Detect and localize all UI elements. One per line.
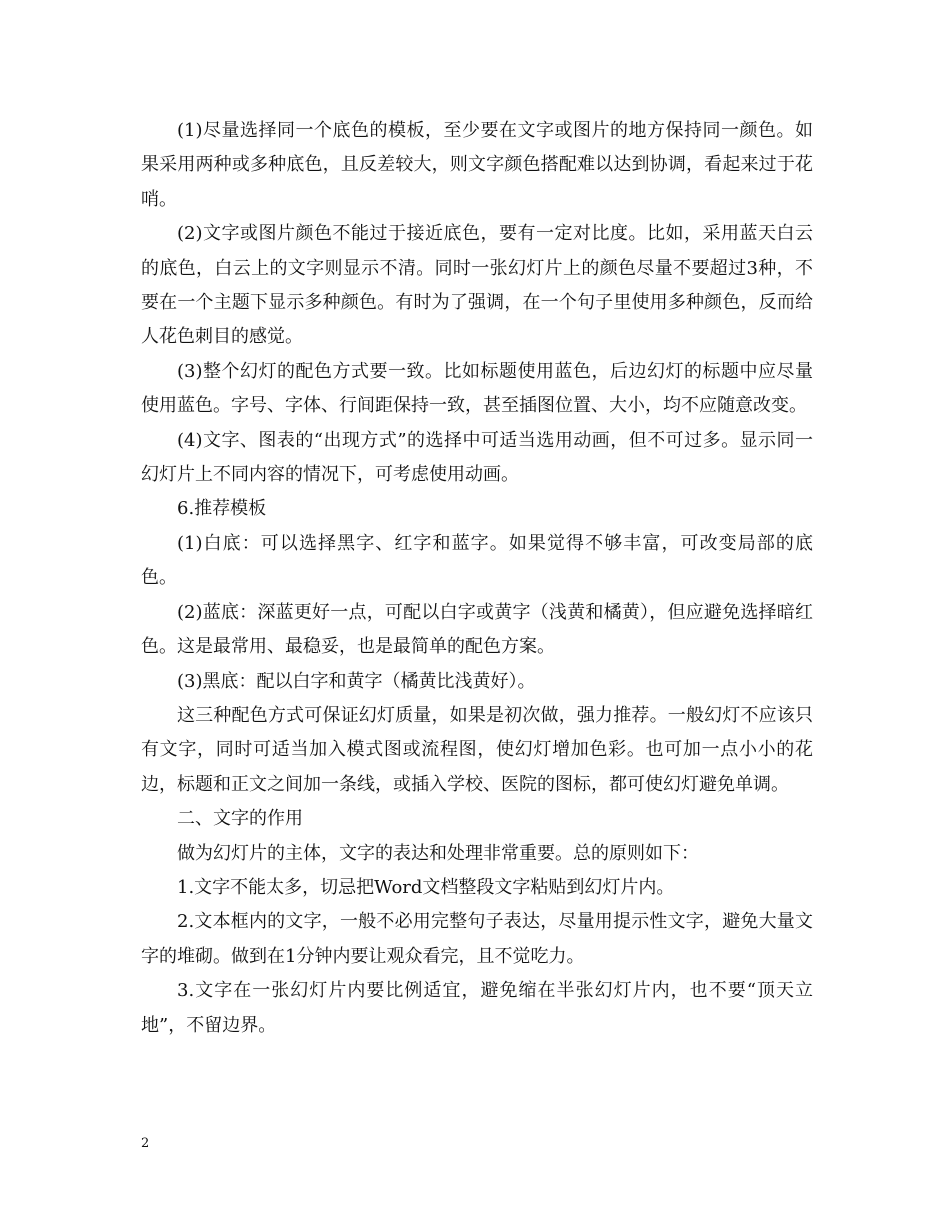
paragraph-rule-1: 1.文字不能太多，切忌把Word文档整段文字粘贴到幻灯片内。 bbox=[177, 876, 675, 898]
paragraph-2: (2)文字或图片颜色不能过于接近底色，要有一定对比度。比如，采用蓝天白云的底色，白云上的文字则显示不清。同时一张幻灯片上的颜色尽量不要超过3种，不要在一个主题下显示多种颜色。有时为了强调，在一个句子里使用多种颜色，反而给人花色刺目的感觉。 bbox=[141, 223, 813, 348]
paragraph-3: (3)整个幻灯的配色方式要一致。比如标题使用蓝色，后边幻灯的标题中应尽量使用蓝色。字号、字体、行间距保持一致，甚至插图位置、大小，均不应随意改变。 bbox=[141, 360, 813, 417]
document-body bbox=[141, 114, 813, 1043]
paragraph-1: (1)尽量选择同一个底色的模板，至少要在文字或图片的地方保持同一颜色。如果采用两种或多种底色，且反差较大，则文字颜色搭配难以达到协调，看起来过于花哨。 bbox=[141, 120, 813, 210]
section-heading-recommended-templates: 6.推荐模板 bbox=[177, 498, 267, 520]
paragraph-black-background: (3)黑底：配以白字和黄字（橘黄比浅黄好）。 bbox=[177, 670, 536, 692]
paragraph-rule-2: 2.文本框内的文字，一般不必用完整句子表达，尽量用提示性文字，避免大量文字的堆砌。做到在1分钟内要让观众看完，且不觉吃力。 bbox=[141, 911, 813, 967]
paragraph-blue-background: (2)蓝底：深蓝更好一点，可配以白字或黄字（浅黄和橘黄），但应避免选择暗红色。这是最常用、最稳妥，也是最简单的配色方案。 bbox=[141, 601, 813, 658]
paragraph-4: (4)文字、图表的“出现方式”的选择中可适当选用动画，但不可过多。显示同一幻灯片上不同内容的情况下，可考虑使用动画。 bbox=[141, 429, 813, 486]
section-heading-text-role: 二、文字的作用 bbox=[177, 808, 303, 830]
paragraph-rule-3: 3.文字在一张幻灯片内要比例适宜，避免缩在半张幻灯片内，也不要“顶天立地”，不留边界。 bbox=[141, 980, 813, 1036]
paragraph-white-background: (1)白底：可以选择黑字、红字和蓝字。如果觉得不够丰富，可改变局部的底色。 bbox=[141, 532, 813, 589]
page-number: 2 bbox=[141, 1136, 150, 1151]
paragraph-summary: 这三种配色方式可保证幻灯质量，如果是初次做，强力推荐。一般幻灯不应该只有文字，同时可适当加入模式图或流程图，使幻灯增加色彩。也可加一点小小的花边，标题和正文之间加一条线，或插入学校、医院的图标，都可使幻灯避免单调。 bbox=[141, 704, 813, 795]
paragraph-text-principles: 做为幻灯片的主体，文字的表达和处理非常重要。总的原则如下： bbox=[177, 842, 699, 864]
